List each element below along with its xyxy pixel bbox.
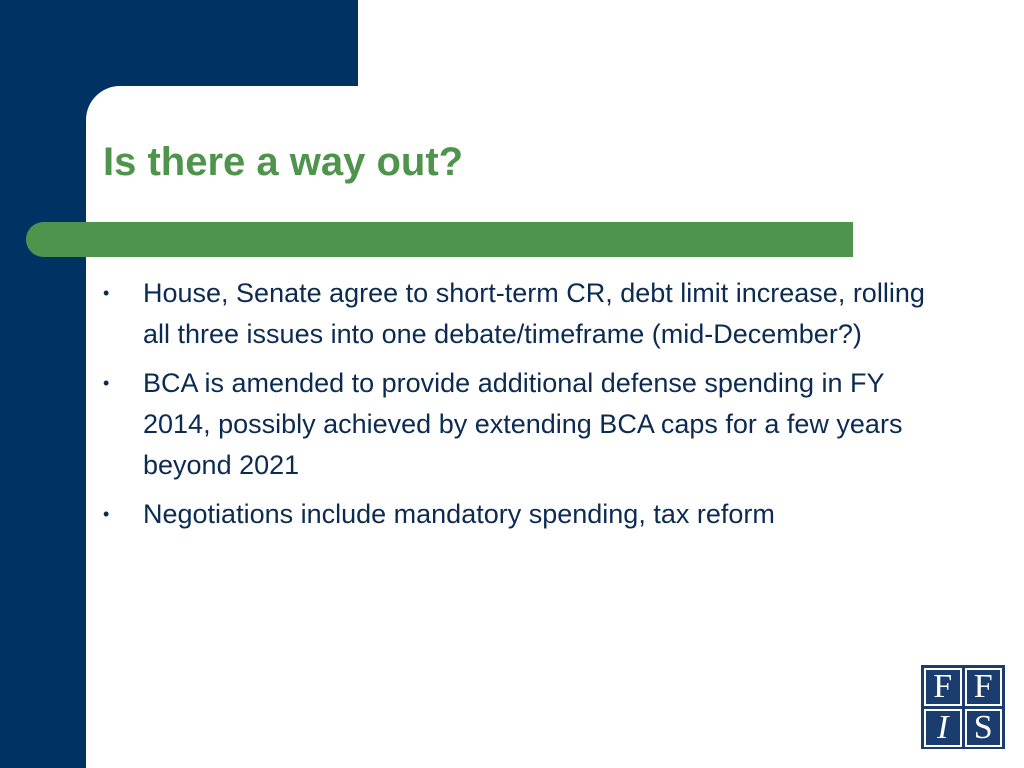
bullet-item [100, 273, 940, 355]
logo-letter: S [965, 709, 1003, 747]
bullet-icon: • [103, 283, 110, 303]
bullet-item [100, 494, 940, 535]
bullet-icon: • [103, 504, 110, 524]
bullet-icon: • [103, 373, 110, 393]
logo-letter: F [924, 668, 962, 706]
bullet-text: Negotiations include mandatory spending, tax reform [143, 499, 775, 529]
bullet-text: BCA is amended to provide additional defense spending in FY 2014, possibly achieved by extending BCA caps for a few years beyond 2021 [143, 368, 903, 480]
logo-letter: I [924, 709, 962, 747]
bullet-item [100, 363, 940, 486]
slide-title: Is there a way out? [103, 140, 464, 184]
ffis-logo [921, 665, 1005, 749]
green-accent-bar [26, 222, 853, 257]
bullet-text: House, Senate agree to short-term CR, debt limit increase, rolling all three issues into one debate/timeframe (mid-December?) [143, 278, 925, 349]
logo-letter: F [965, 668, 1003, 706]
bullet-list [100, 273, 940, 543]
